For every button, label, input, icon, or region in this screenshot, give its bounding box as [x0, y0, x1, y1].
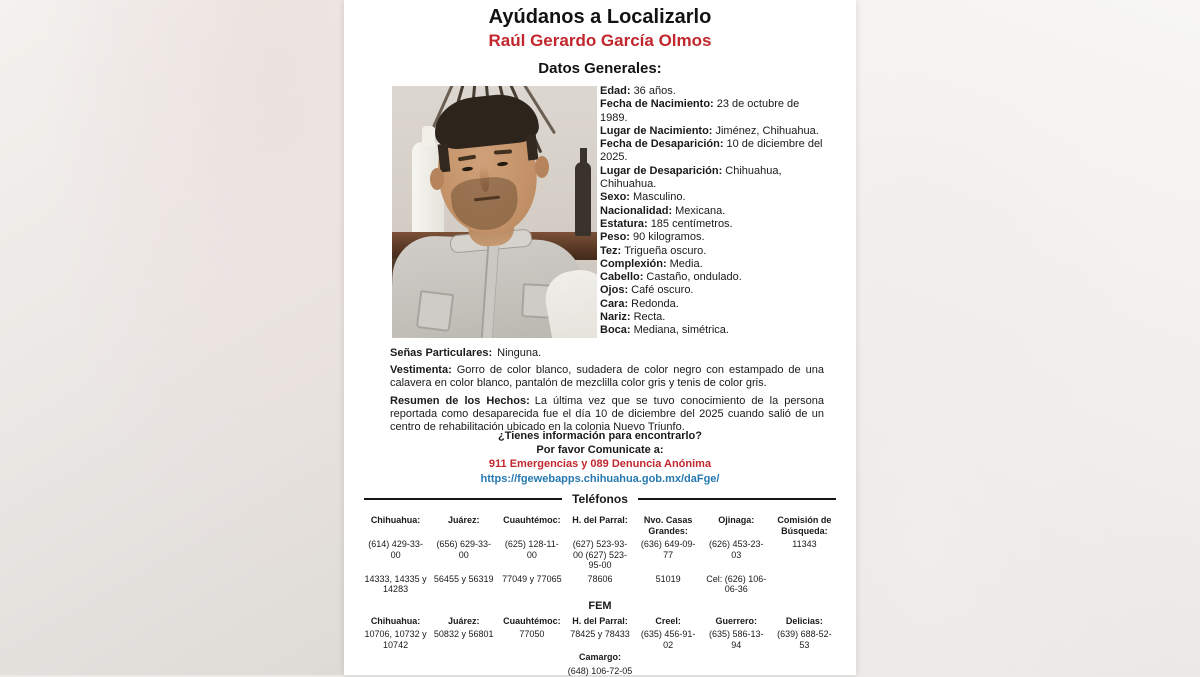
field-tez: Tez: Trigueña oscuro.	[600, 244, 707, 257]
phone-directory	[364, 492, 836, 677]
telefonos-title: Teléfonos	[572, 492, 628, 506]
missing-person-photo	[392, 86, 597, 338]
heading-rule-right	[638, 498, 836, 500]
tel-col-cuauhtemoc: Cuauhtémoc:	[503, 515, 561, 525]
fem-col-juarez: Juárez:	[447, 615, 480, 626]
fem-col-creel: Creel:	[655, 615, 681, 626]
dark-bottle	[575, 162, 591, 236]
heading-rule-left	[364, 498, 562, 500]
missing-person-poster	[344, 0, 856, 675]
camargo-label: Camargo:	[578, 652, 621, 662]
camargo-block	[364, 652, 836, 677]
fem-value: (635) 456-91-02	[640, 629, 696, 650]
missing-person-name: Raúl Gerardo García Olmos	[488, 31, 712, 50]
person-ear-left	[430, 168, 444, 190]
emergency-numbers: 911 Emergencias y 089 Denuncia Anónima	[488, 458, 712, 471]
fem-col-chihuahua: Chihuahua:	[370, 615, 421, 626]
dark-bottle-neck	[580, 148, 587, 164]
tel-col-chihuahua: Chihuahua:	[370, 515, 421, 525]
tel-value: Cel: (626) 106-06-36	[706, 573, 767, 594]
datos-generales-heading: Datos Generales:	[538, 60, 662, 77]
tel-value: 11343	[792, 539, 817, 549]
white-bottle-neck	[422, 126, 435, 146]
field-cabello: Cabello: Castaño, ondulado.	[600, 271, 742, 284]
tel-value: 78606	[587, 573, 613, 584]
field-lugar-desaparicion: Lugar de Desaparición: Chihuahua, Chihuahua.	[600, 164, 782, 191]
blurred-backdrop-right	[856, 0, 1200, 675]
tel-col-ojinaga: Ojinaga:	[718, 515, 755, 525]
field-nariz: Nariz: Recta.	[600, 311, 666, 324]
telefonos-row-1	[364, 539, 836, 571]
tel-value: 14333, 14335 y 14283	[364, 573, 427, 594]
field-estatura: Estatura: 185 centímetros.	[600, 217, 733, 230]
fem-value: 10706, 10732 y 10742	[364, 629, 427, 650]
fem-value: 78425 y 78433	[570, 629, 630, 639]
tel-value: (614) 429-33-00	[368, 539, 423, 560]
fem-value: (635) 586-13-94	[709, 629, 764, 650]
field-sexo: Sexo: Masculino.	[600, 191, 686, 204]
tel-value: (636) 649-09-77	[640, 539, 696, 560]
shirt-pocket-left	[416, 290, 454, 332]
tel-col-juarez: Juárez:	[447, 515, 480, 525]
fem-value: 50832 y 56801	[433, 629, 494, 639]
field-cara: Cara: Redonda.	[600, 297, 679, 310]
tel-value: (626) 453-23-03	[709, 539, 764, 560]
fem-col-delicias: Delicias:	[785, 615, 823, 626]
fem-value-row	[364, 629, 836, 650]
person-ear-right	[535, 156, 549, 178]
fem-title: FEM	[588, 599, 612, 612]
tel-value: (625) 128-11-00	[504, 539, 559, 560]
tel-value: 77049 y 77065	[502, 573, 562, 584]
telefonos-header-row	[364, 515, 836, 536]
tel-col-casas-grandes: Nvo. Casas Grandes:	[643, 515, 693, 536]
fem-value: 77050	[519, 629, 545, 639]
fem-col-cuauhtemoc: Cuauhtémoc:	[503, 615, 561, 626]
resumen-de-los-hechos: Resumen de los Hechos: La última vez que se tuvo conocimiento de la persona reportada como desaparecida fue el día 10 de diciembre del 2025 cuando salió de un centro de rehabilitación ubicado en la colonia Nuevo Triunfo.	[390, 395, 824, 434]
field-lugar-nacimiento: Lugar de Nacimiento: Jiménez, Chihuahua.	[600, 124, 819, 137]
tel-value: 56455 y 56319	[433, 573, 494, 584]
blurred-backdrop-left	[0, 0, 344, 675]
field-edad: Edad: 36 años.	[600, 85, 676, 97]
general-data-list	[600, 85, 824, 338]
fem-header-row	[364, 616, 836, 627]
camargo-phone: (648) 106-72-05	[567, 666, 633, 676]
tel-col-parral: H. del Parral:	[572, 515, 628, 525]
poster-title: Ayúdanos a Localizarlo	[488, 6, 712, 28]
field-fecha-desaparicion: Fecha de Desaparición: 10 de diciembre del 2025.	[600, 138, 823, 164]
senas-particulares: Señas Particulares: Ninguna.	[390, 347, 542, 359]
person-sideburn-right	[526, 134, 539, 161]
tel-value: (627) 523-93-00 (627) 523-95-00	[572, 539, 628, 570]
contact-block	[344, 429, 856, 486]
field-peso: Peso: 90 kilogramos.	[600, 231, 705, 244]
field-boca: Boca: Mediana, simétrica.	[600, 324, 729, 337]
field-complexion: Complexión: Media.	[600, 257, 703, 270]
contact-question: ¿Tienes información para encontrarlo?	[498, 430, 702, 442]
tel-value: (656) 629-33-00	[436, 539, 491, 560]
poster-header	[344, 6, 856, 77]
field-nacionalidad: Nacionalidad: Mexicana.	[600, 204, 726, 217]
field-ojos: Ojos: Café oscuro.	[600, 284, 694, 297]
report-url-link[interactable]: https://fgewebapps.chihuahua.gob.mx/daFge/	[480, 472, 720, 485]
tel-value	[773, 574, 836, 595]
tel-col-comision-busqueda: Comisión de Búsqueda:	[777, 515, 832, 536]
fem-value: (639) 688-52-53	[777, 629, 832, 650]
fem-col-guerrero: Guerrero:	[715, 615, 758, 626]
telefonos-heading	[364, 492, 836, 506]
fem-col-parral: H. del Parral:	[572, 615, 628, 626]
vestimenta: Vestimenta: Gorro de color blanco, sudadera de color negro con estampado de una calavera en color blanco, pantalón de mezclilla color gris y tenis de color gris.	[390, 364, 824, 390]
tel-value: 51019	[655, 573, 681, 584]
contact-instruction: Por favor Comunicate a:	[536, 444, 664, 457]
field-fecha-nacimiento: Fecha de Nacimiento: 23 de octubre de 1989.	[600, 98, 800, 124]
telefonos-row-2	[364, 574, 836, 595]
